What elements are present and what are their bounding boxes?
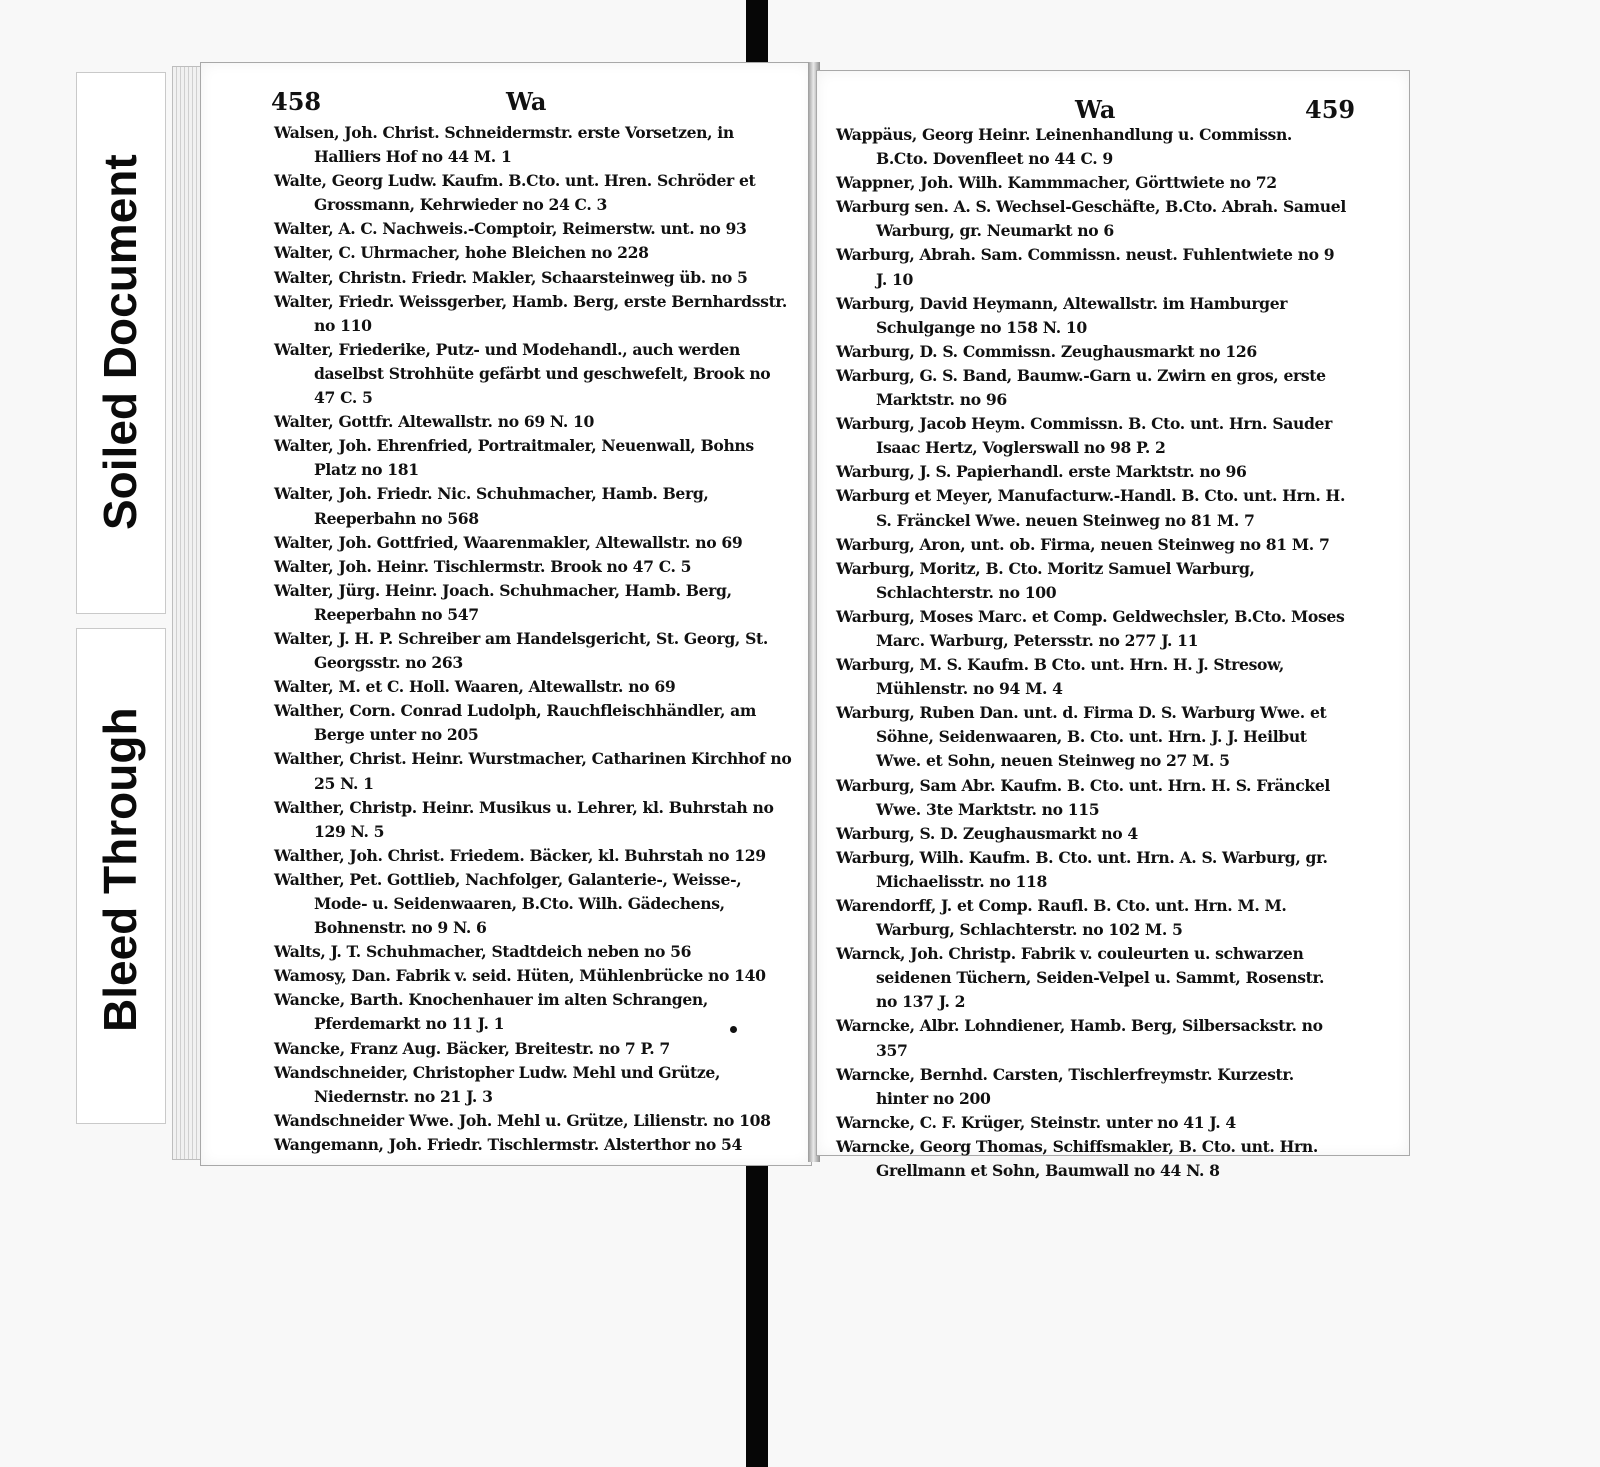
directory-entry: Wappäus, Georg Heinr. Leinenhandlung u. Commissn. B.Cto. Dovenfleet no 44 C. 9 <box>836 125 1293 169</box>
directory-entry: Warncke, Georg Thomas, Schiffsmakler, B. Cto. unt. Hrn. Grellmann et Sohn, Baumwall no 44 N. 8 <box>836 1136 1318 1181</box>
directory-entry: Walter, Joh. Gottfried, Waarenmakler, Altewallstr. no 69 <box>274 532 743 552</box>
right-page <box>816 70 1410 1181</box>
directory-entry: Warnck, Joh. Christp. Fabrik v. couleurten u. schwarzen seidenen Tüchern, Seiden-Velpel u. Sammt, Rosenstr. no 137 J. 2 <box>836 944 1325 1012</box>
directory-entry: Walther, Christp. Heinr. Musikus u. Lehrer, kl. Buhrstah no 129 N. 5 <box>274 797 774 841</box>
directory-entry: Walter, Joh. Friedr. Nic. Schuhmacher, Hamb. Berg, Reeperbahn no 568 <box>274 484 709 528</box>
directory-entry: Walte, Georg Ludw. Kaufm. B.Cto. unt. Hren. Schröder et Grossmann, Kehrwieder no 24 C. 3 <box>274 171 756 215</box>
directory-entry: Wappner, Joh. Wilh. Kammmacher, Görttwiete no 72 <box>836 173 1277 193</box>
binding-strip-top <box>746 0 768 68</box>
directory-entry: Walter, Friedr. Weissgerber, Hamb. Berg, erste Bernhardsstr. no 110 <box>274 291 787 335</box>
left-page-running-head: Wa <box>506 87 547 116</box>
directory-entry: Walther, Christ. Heinr. Wurstmacher, Catharinen Kirchhof no 25 N. 1 <box>274 749 792 793</box>
directory-entry: Walts, J. T. Schuhmacher, Stadtdeich neben no 56 <box>274 942 692 962</box>
bleed-through-label: Bleed Through <box>94 707 146 1033</box>
directory-entry: Warncke, Bernhd. Carsten, Tischlerfreymstr. Kurzestr. hinter no 200 <box>836 1064 1294 1108</box>
left-entry-list <box>274 121 794 1157</box>
directory-entry: Warendorff, J. et Comp. Raufl. B. Cto. unt. Hrn. M. M. Warburg, Schlachterstr. no 102 M. 5 <box>836 896 1287 940</box>
directory-entry: Walter, Friederike, Putz- und Modehandl., auch werden daselbst Strohhüte gefärbt und geschwefelt, Brook no 47 C. 5 <box>274 339 771 408</box>
directory-entry: Walter, J. H. P. Schreiber am Handelsgericht, St. Georg, St. Georgsstr. no 263 <box>274 628 768 673</box>
directory-entry: Walsen, Joh. Christ. Schneidermstr. erste Vorsetzen, in Halliers Hof no 44 M. 1 <box>274 123 734 167</box>
directory-entry: Warburg, S. D. Zeughausmarkt no 4 <box>836 823 1138 843</box>
directory-entry: Warburg, Wilh. Kaufm. B. Cto. unt. Hrn. A. S. Warburg, gr. Michaelisstr. no 118 <box>836 847 1328 891</box>
directory-entry: Wancke, Barth. Knochenhauer im alten Schrangen, Pferdemarkt no 11 J. 1 <box>274 990 708 1034</box>
directory-entry: Walter, M. et C. Holl. Waaren, Altewallstr. no 69 <box>274 677 676 697</box>
directory-entry: Warburg, Ruben Dan. unt. d. Firma D. S. Warburg Wwe. et Söhne, Seidenwaaren, B. Cto. unt. Hrn. J. J. Heilbut Wwe. et Sohn, neuen Steinweg no 27 M. 5 <box>836 703 1327 771</box>
directory-entry: Warburg, Jacob Heym. Commissn. B. Cto. unt. Hrn. Sauder Isaac Hertz, Voglerswall no 98 P. 2 <box>836 414 1332 458</box>
directory-entry: Walter, Christn. Friedr. Makler, Schaarsteinweg üb. no 5 <box>274 267 748 287</box>
directory-entry: Walther, Pet. Gottlieb, Nachfolger, Galanterie-, Weisse-, Mode- u. Seidenwaaren, B.Cto. Wilh. Gädechens, Bohnenstr. no 9 N. 6 <box>274 869 742 938</box>
directory-entry: Warburg, Moritz, B. Cto. Moritz Samuel Warburg, Schlachterstr. no 100 <box>836 558 1255 602</box>
directory-entry: Warncke, Albr. Lohndiener, Hamb. Berg, Silbersackstr. no 357 <box>836 1016 1323 1060</box>
directory-entry: Warburg, David Heymann, Altewallstr. im Hamburger Schulgange no 158 N. 10 <box>836 293 1288 337</box>
directory-entry: Walter, A. C. Nachweis.-Comptoir, Reimerstw. unt. no 93 <box>274 219 747 239</box>
directory-entry: Walter, C. Uhrmacher, hohe Bleichen no 228 <box>274 243 649 263</box>
directory-entry: Wandschneider Wwe. Joh. Mehl u. Grütze, Lilienstr. no 108 <box>274 1110 771 1130</box>
directory-entry: Warncke, C. F. Krüger, Steinstr. unter no 41 J. 4 <box>836 1112 1236 1132</box>
directory-entry: Walter, Joh. Ehrenfried, Portraitmaler, Neuenwall, Bohns Platz no 181 <box>274 436 754 480</box>
directory-entry: Warburg, D. S. Commissn. Zeughausmarkt no 126 <box>836 341 1257 361</box>
directory-entry: Walther, Corn. Conrad Ludolph, Rauchfleischhändler, am Berge unter no 205 <box>274 701 757 745</box>
directory-entry: Wamosy, Dan. Fabrik v. seid. Hüten, Mühlenbrücke no 140 <box>274 966 766 986</box>
right-page-number: 459 <box>1305 95 1356 124</box>
directory-entry: Wandschneider, Christopher Ludw. Mehl und Grütze, Niedernstr. no 21 J. 3 <box>274 1062 721 1106</box>
left-page <box>200 62 812 1166</box>
directory-entry: Wangemann, Joh. Friedr. Tischlermstr. Alsterthor no 54 <box>274 1134 742 1154</box>
directory-entry: Walter, Gottfr. Altewallstr. no 69 N. 10 <box>274 412 594 432</box>
directory-entry: Wancke, Franz Aug. Bäcker, Breitestr. no 7 P. 7 <box>274 1038 670 1058</box>
directory-entry: Warburg, Abrah. Sam. Commissn. neust. Fuhlentwiete no 9 J. 10 <box>836 245 1335 289</box>
left-page-number: 458 <box>271 87 322 116</box>
right-entry-list <box>836 123 1346 1183</box>
directory-entry: Walther, Joh. Christ. Friedem. Bäcker, kl. Buhrstah no 129 <box>274 845 766 865</box>
binding-strip-bottom <box>746 1148 768 1467</box>
ink-spot <box>730 1026 737 1033</box>
directory-entry: Warburg, Moses Marc. et Comp. Geldwechsler, B.Cto. Moses Marc. Warburg, Petersstr. no 277 J. 11 <box>836 606 1345 650</box>
directory-entry: Warburg sen. A. S. Wechsel-Geschäfte, B.Cto. Abrah. Samuel Warburg, gr. Neumarkt no 6 <box>836 197 1346 241</box>
directory-entry: Walter, Jürg. Heinr. Joach. Schuhmacher, Hamb. Berg, Reeperbahn no 547 <box>274 580 732 624</box>
directory-entry: Warburg, Sam Abr. Kaufm. B. Cto. unt. Hrn. H. S. Fränckel Wwe. 3te Marktstr. no 115 <box>836 775 1331 819</box>
directory-entry: Warburg, G. S. Band, Baumw.-Garn u. Zwirn en gros, erste Marktstr. no 96 <box>836 365 1326 410</box>
directory-entry: Warburg, Aron, unt. ob. Firma, neuen Steinweg no 81 M. 7 <box>836 534 1330 554</box>
directory-entry: Warburg et Meyer, Manufacturw.-Handl. B. Cto. unt. Hrn. H. S. Fränckel Wwe. neuen Steinweg no 81 M. 7 <box>836 486 1346 530</box>
directory-entry: Walter, Joh. Heinr. Tischlermstr. Brook no 47 C. 5 <box>274 556 692 576</box>
soiled-document-label: Soiled Document <box>94 154 146 531</box>
directory-entry: Warburg, M. S. Kaufm. B Cto. unt. Hrn. H. J. Stresow, Mühlenstr. no 94 M. 4 <box>836 655 1284 699</box>
right-page-running-head: Wa <box>1075 95 1116 124</box>
left-page-header <box>201 87 811 119</box>
directory-entry: Warburg, J. S. Papierhandl. erste Marktstr. no 96 <box>836 462 1247 482</box>
